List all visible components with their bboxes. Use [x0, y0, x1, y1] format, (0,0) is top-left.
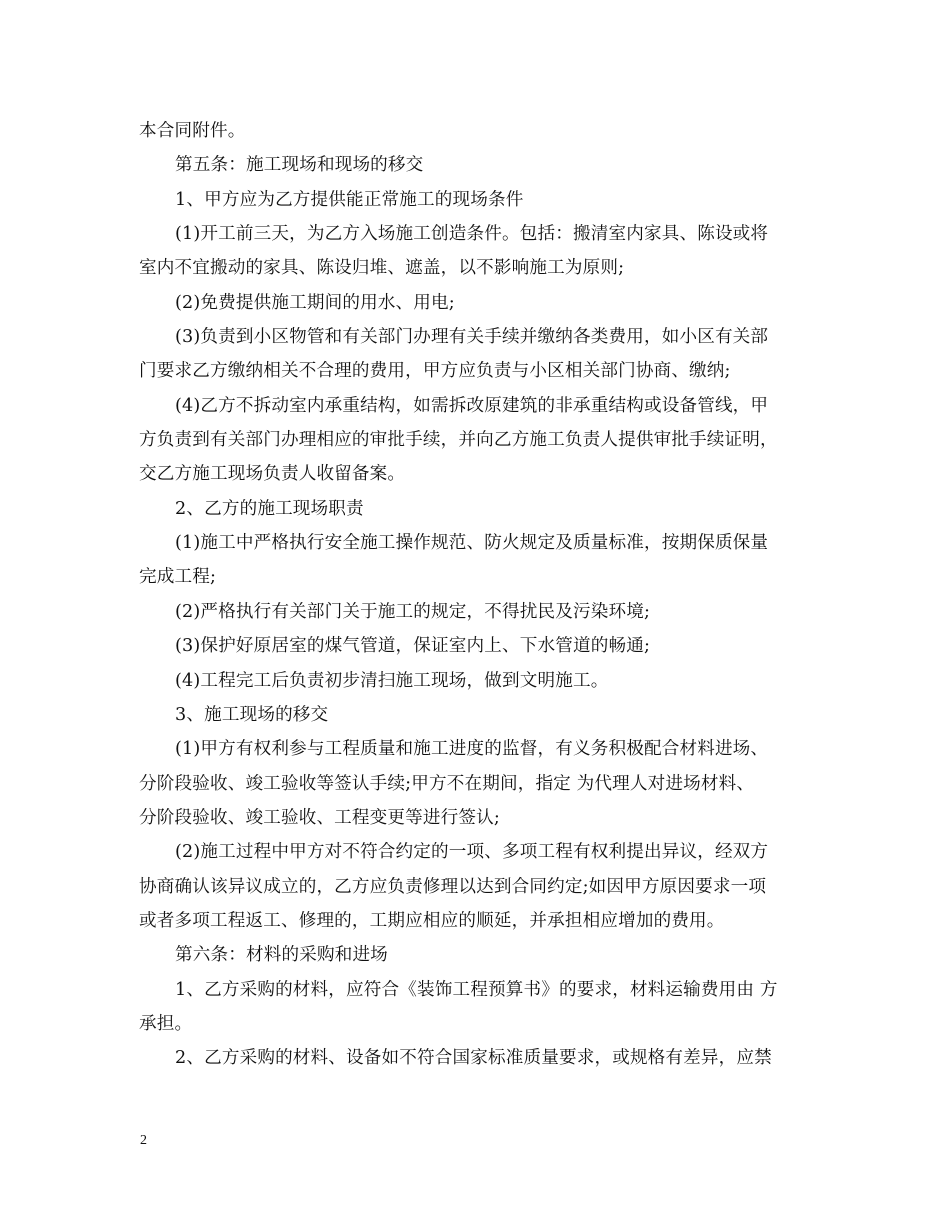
text-line: 室内不宜搬动的家具、陈设归堆、遮盖，以不影响施工为原则; [139, 258, 625, 279]
text-line: 完成工程; [139, 567, 217, 588]
text-line: 承担。 [139, 1013, 193, 1034]
text-line: (4)工程完工后负责初步清扫施工现场，做到文明施工。 [175, 670, 609, 691]
text-line: 2、乙方采购的材料、设备如不符合国家标准质量要求，或规格有差异，应禁 [175, 1048, 772, 1069]
text-line: (3)保护好原居室的煤气管道，保证室内上、下水管道的畅通; [175, 636, 651, 657]
document-body [139, 114, 813, 1076]
text-line: 本合同附件。 [139, 121, 246, 141]
text-line: (3)负责到小区物管和有关部门办理有关手续并缴纳各类费用，如小区有关部 [175, 327, 769, 348]
text-line: 或者多项工程返工、修理的，工期应相应的顺延，并承担相应增加的费用。 [139, 910, 725, 931]
section-heading: 第六条：材料的采购和进场 [175, 945, 388, 966]
text-line: 方负责到有关部门办理相应的审批手续，并向乙方施工负责人提供审批手续证明， [139, 430, 778, 451]
text-line: 门要求乙方缴纳相关不合理的费用，甲方应负责与小区相关部门协商、缴纳; [139, 361, 731, 382]
text-line: (1)开工前三天，为乙方入场施工创造条件。包括：搬清室内家具、陈设或将 [175, 224, 769, 245]
text-line: (1)施工中严格执行安全施工操作规范、防火规定及质量标准，按期保质保量 [175, 533, 769, 554]
text-line: (2)施工过程中甲方对不符合约定的一项、多项工程有权利提出异议，经双方 [175, 842, 769, 863]
text-line: (2)免费提供施工期间的用水、用电; [175, 292, 455, 313]
page-number: 2 [140, 1133, 147, 1148]
text-line: 协商确认该异议成立的，乙方应负责修理以达到合同约定;如因甲方原因要求一项 [139, 876, 767, 897]
text-line: 1、乙方采购的材料，应符合《装饰工程预算书》的要求，材料运输费用由 方 [175, 979, 778, 1000]
subsection-heading: 2、乙方的施工现场职责 [175, 498, 364, 519]
subsection-heading: 3、施工现场的移交 [175, 704, 329, 725]
text-line: (1)甲方有权利参与工程质量和施工进度的监督，有义务积极配合材料进场、 [175, 739, 769, 760]
text-line: (2)严格执行有关部门关于施工的规定，不得扰民及污染环境; [175, 601, 651, 622]
subsection-heading: 1、甲方应为乙方提供能正常施工的现场条件 [175, 189, 524, 210]
text-line: 分阶段验收、竣工验收、工程变更等进行签认; [139, 807, 500, 828]
text-line: (4)乙方不拆动室内承重结构，如需拆改原建筑的非承重结构或设备管线，甲 [175, 395, 769, 416]
section-heading: 第五条：施工现场和现场的移交 [175, 155, 424, 176]
text-line: 分阶段验收、竣工验收等签认手续;甲方不在期间，指定 为代理人对进场材料、 [139, 773, 755, 794]
text-line: 交乙方施工现场负责人收留备案。 [139, 464, 406, 485]
